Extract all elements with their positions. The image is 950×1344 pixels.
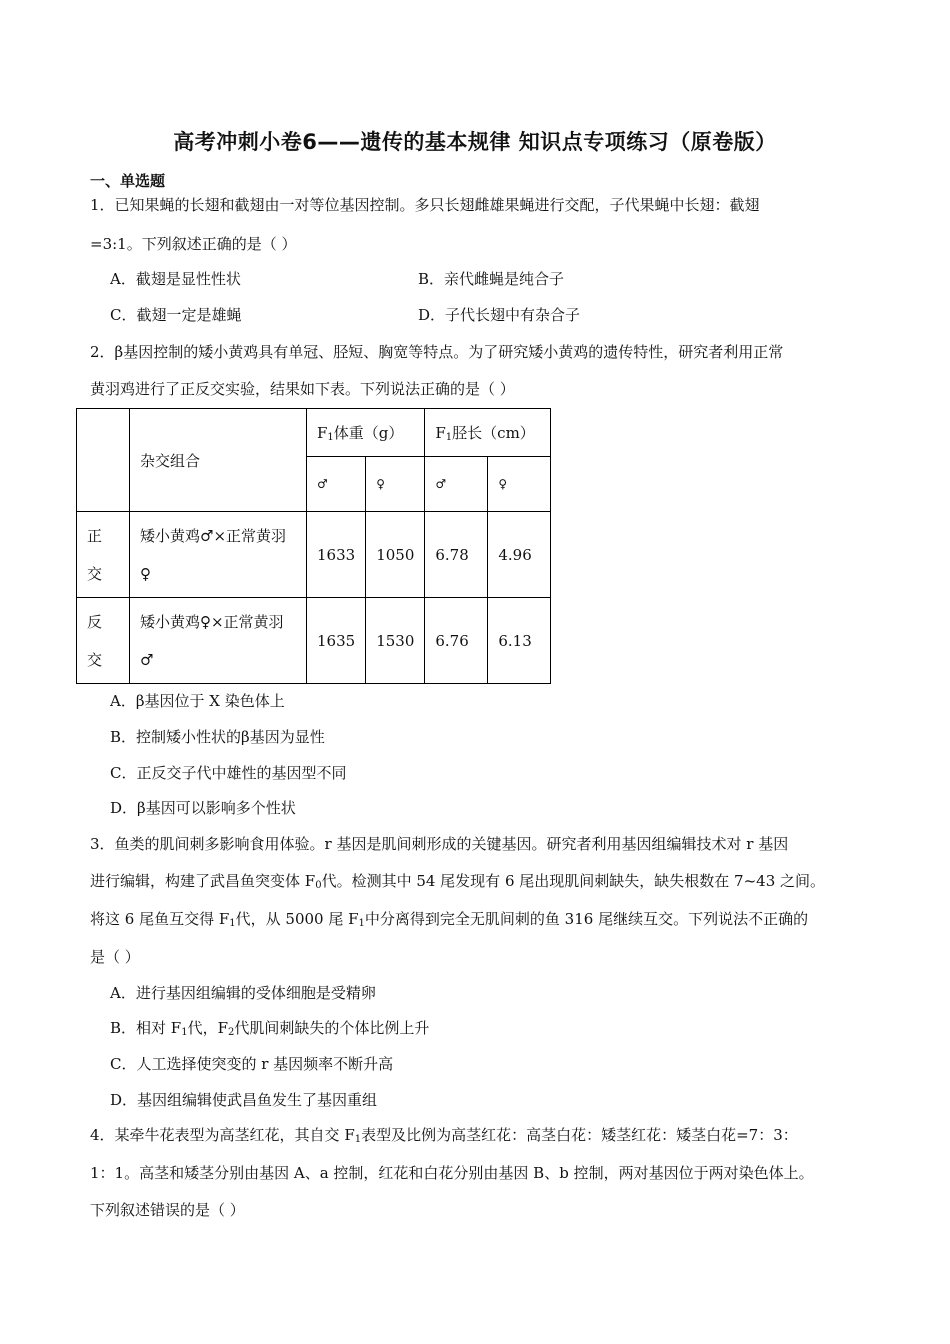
q2-option-b: B．控制矮小性状的β基因为显性 — [110, 728, 325, 746]
row-type-a: 正 — [87, 526, 103, 545]
q1-option-c: C．截翅一定是雄蝇 — [110, 306, 242, 324]
q3-option-b-sub2: 2 — [228, 1027, 235, 1038]
cell-length-female: 6.13 — [488, 598, 551, 684]
header-length-text: 胫长（cm） — [452, 424, 535, 442]
q3-option-c: C．人工选择使突变的 r 基因频率不断升高 — [110, 1055, 394, 1073]
header-weight-text: 体重（g） — [333, 424, 404, 442]
header-weight — [307, 409, 425, 457]
row-type-a: 反 — [87, 612, 103, 631]
q2-stem-line2: 黄羽鸡进行了正反交实验，结果如下表。下列说法正确的是（ ） — [90, 380, 515, 398]
q3-option-b-a: B．相对 F — [110, 1019, 182, 1037]
cell-length-female: 4.96 — [488, 512, 551, 598]
header-length-sub: 1 — [445, 432, 453, 443]
row-cross — [130, 512, 307, 598]
header-length — [425, 409, 551, 457]
q3-option-b-sub1: 1 — [181, 1027, 188, 1038]
q1-stem-line1: 1．已知果蝇的长翅和截翅由一对等位基因控制。多只长翅雌雄果蝇进行交配，子代果蝇中长翅：截翅 — [90, 196, 760, 214]
q3-option-d: D．基因组编辑使武昌鱼发生了基因重组 — [110, 1091, 378, 1109]
row-type-b: 交 — [87, 564, 103, 583]
header-length-female: ♀ — [488, 457, 551, 512]
q1-option-a: A．截翅是显性性状 — [110, 270, 241, 288]
q3-stem-line4: 是（ ） — [90, 948, 140, 966]
q2-option-c: C．正反交子代中雄性的基因型不同 — [110, 764, 347, 782]
q1-option-d: D．子代长翅中有杂合子 — [418, 306, 581, 324]
q3-stem-line1: 3．鱼类的肌间刺多影响食用体验。r 基因是肌间刺形成的关键基因。研究者利用基因组编辑技术对 r 基因 — [90, 835, 789, 853]
table-corner-cell — [77, 409, 130, 512]
q1-option-b: B．亲代雌蝇是纯合子 — [418, 270, 565, 288]
header-length-f: F — [435, 424, 446, 442]
q3-line2-a: 进行编辑，构建了武昌鱼突变体 F — [90, 872, 316, 890]
q3-line3-c: 中分离得到完全无肌间刺的鱼 316 尾继续互交。下列说法不正确的 — [364, 910, 809, 928]
q2-option-d: D．β基因可以影响多个性状 — [110, 799, 296, 817]
table-row — [77, 598, 551, 684]
q3-option-b-b: 代，F — [187, 1019, 228, 1037]
header-weight-male: ♂ — [307, 457, 366, 512]
q3-line3-sub2: 1 — [358, 918, 365, 929]
q3-line2-b: 代。检测其中 54 尾发现有 6 尾出现肌间刺缺失，缺失根数在 7~43 之间。 — [321, 872, 826, 890]
q4-stem-line1 — [90, 1124, 798, 1145]
cell-weight-female: 1530 — [366, 598, 425, 684]
header-weight-f: F — [317, 424, 328, 442]
cross-results-table — [76, 408, 551, 684]
row-cross-a: 矮小黄鸡♀×正常黄羽 — [140, 612, 284, 631]
q3-option-a: A．进行基因组编辑的受体细胞是受精卵 — [110, 984, 376, 1002]
q3-stem-line2 — [90, 870, 825, 891]
q4-line1-b: 表型及比例为高茎红花：高茎白花：矮茎红花：矮茎白花=7：3： — [361, 1126, 798, 1144]
header-length-male: ♂ — [425, 457, 488, 512]
q1-stem-line2: =3:1。下列叙述正确的是（ ） — [90, 235, 297, 253]
page-title: 高考冲刺小卷6——遗传的基本规律 知识点专项练习（原卷版） — [173, 130, 777, 154]
cell-weight-female: 1050 — [366, 512, 425, 598]
q3-line2-sub: 0 — [315, 880, 322, 891]
q3-option-b-c: 代肌间刺缺失的个体比例上升 — [234, 1019, 430, 1037]
row-cross-a: 矮小黄鸡♂×正常黄羽 — [140, 526, 287, 545]
q3-stem-line3 — [90, 908, 808, 929]
cell-length-male: 6.78 — [425, 512, 488, 598]
row-cross — [130, 598, 307, 684]
q3-line3-b: 代，从 5000 尾 F — [235, 910, 359, 928]
cell-length-male: 6.76 — [425, 598, 488, 684]
row-type — [77, 512, 130, 598]
row-type-b: 交 — [87, 650, 103, 669]
q2-option-a: A．β基因位于 X 染色体上 — [110, 692, 285, 710]
header-cross: 杂交组合 — [130, 409, 307, 512]
q4-stem-line2: 1：1。高茎和矮茎分别由基因 A、a 控制，红花和白花分别由基因 B、b 控制，两对基因位于两对染色体上。 — [90, 1164, 814, 1182]
section-heading: 一、单选题 — [90, 172, 166, 190]
q2-stem-line1: 2．β基因控制的矮小黄鸡具有单冠、胫短、胸宽等特点。为了研究矮小黄鸡的遗传特性，研究者利用正常 — [90, 343, 784, 361]
header-weight-female: ♀ — [366, 457, 425, 512]
table-row — [77, 512, 551, 598]
row-type — [77, 598, 130, 684]
q4-line1-sub: 1 — [354, 1134, 362, 1145]
cell-weight-male: 1633 — [307, 512, 366, 598]
row-cross-b: ♂ — [140, 650, 154, 669]
header-weight-sub: 1 — [327, 432, 334, 443]
q3-option-b — [110, 1017, 429, 1038]
q3-line3-sub1: 1 — [229, 918, 236, 929]
row-cross-b: ♀ — [140, 564, 151, 583]
q4-line1-a: 4．某牵牛花表型为高茎红花，其自交 F — [90, 1126, 355, 1144]
cell-weight-male: 1635 — [307, 598, 366, 684]
q3-line3-a: 将这 6 尾鱼互交得 F — [90, 910, 230, 928]
q4-stem-line3: 下列叙述错误的是（ ） — [90, 1201, 245, 1219]
